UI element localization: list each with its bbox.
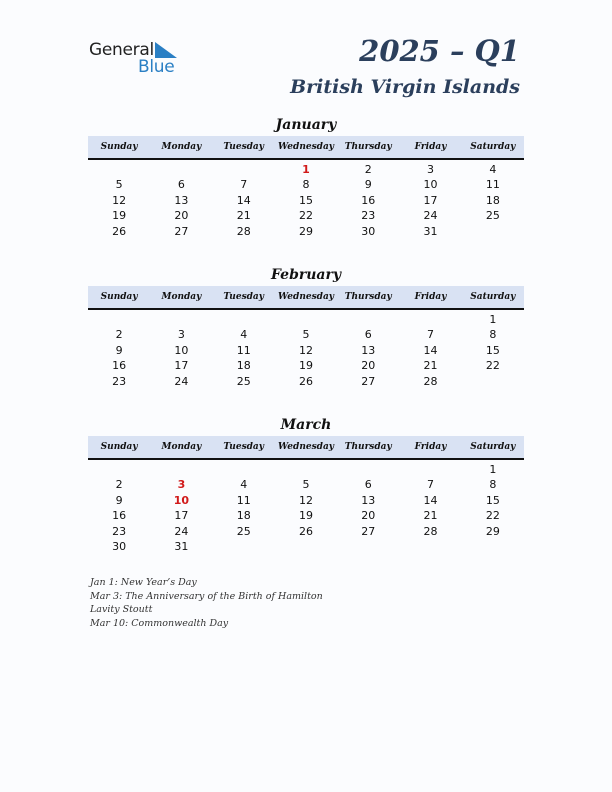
weekday-header: Monday [161,292,202,302]
date-cell: 15 [298,193,313,207]
week-row [88,493,524,508]
weekday-header: Saturday [470,292,516,302]
date-cell: 17 [174,359,189,373]
date-cell [88,312,150,327]
logo-triangle-icon [155,42,177,58]
week-row [88,358,524,373]
date-cell: 18 [236,509,251,523]
date-cell: 1 [489,313,497,326]
date-cell: 11 [236,493,251,507]
date-cell: 18 [236,359,251,373]
date-cell: 13 [361,493,376,507]
date-cell: 13 [174,193,189,207]
weeks-grid [88,460,524,554]
date-cell: 30 [361,224,376,238]
date-cell: 7 [240,178,248,192]
date-cell: 19 [298,509,313,523]
week-row [88,539,524,554]
date-cell: 25 [485,209,500,223]
holiday-date-cell: 1 [302,163,310,176]
date-cell: 6 [364,328,372,342]
date-cell: 26 [298,524,313,538]
date-cell: 29 [485,524,500,538]
date-cell: 14 [423,493,438,507]
date-cell [462,224,524,239]
date-cell: 5 [302,328,310,342]
week-row [88,312,524,327]
date-cell: 16 [361,193,376,207]
date-cell: 28 [423,374,438,388]
month-calendar-march [88,416,524,554]
date-cell [399,539,461,554]
date-cell: 23 [112,374,127,388]
date-cell [399,312,461,327]
weekday-header: Wednesday [277,142,335,152]
date-cell: 7 [427,478,435,492]
week-row [88,524,524,539]
date-cell: 24 [423,209,438,223]
date-cell: 5 [115,178,123,192]
weekday-header-row [88,286,524,310]
date-cell [88,462,150,477]
date-cell: 31 [174,539,189,553]
date-cell: 30 [112,539,127,553]
weekday-header: Friday [414,442,447,452]
date-cell [150,312,212,327]
week-row [88,374,524,389]
date-cell: 25 [236,524,251,538]
date-cell: 19 [112,209,127,223]
date-cell: 16 [112,509,127,523]
date-cell: 21 [236,209,251,223]
weekday-header: Tuesday [223,142,264,152]
date-cell [213,312,275,327]
date-cell: 26 [298,374,313,388]
date-cell [213,162,275,177]
date-cell: 10 [423,178,438,192]
weekday-header: Tuesday [223,292,264,302]
date-cell: 28 [423,524,438,538]
weekday-header: Sunday [100,292,138,302]
date-cell: 8 [489,478,497,492]
date-cell: 19 [298,359,313,373]
weekday-header-row [88,436,524,460]
weekday-header: Thursday [344,442,392,452]
week-row [88,224,524,239]
week-row [88,477,524,492]
week-row [88,343,524,358]
date-cell [337,539,399,554]
date-cell: 2 [115,478,123,492]
date-cell: 22 [485,359,500,373]
date-cell: 9 [364,178,372,192]
weekday-header: Sunday [100,442,138,452]
weekday-header: Saturday [470,442,516,452]
date-cell: 18 [485,193,500,207]
week-row [88,327,524,342]
date-cell [337,462,399,477]
weekday-header: Monday [161,142,202,152]
weekday-header: Thursday [344,142,392,152]
date-cell: 20 [361,359,376,373]
month-name: March [280,417,332,433]
date-cell [275,462,337,477]
date-cell: 9 [115,493,123,507]
weekday-header: Wednesday [277,442,335,452]
date-cell: 3 [177,328,185,342]
date-cell: 11 [485,178,500,192]
date-cell: 14 [236,193,251,207]
date-cell: 29 [298,224,313,238]
month-name: January [275,117,337,133]
date-cell: 4 [240,328,248,342]
weeks-grid [88,310,524,389]
date-cell: 27 [174,224,189,238]
holiday-date-cell: 10 [173,493,190,507]
date-cell: 2 [115,328,123,342]
date-cell: 6 [177,178,185,192]
date-cell: 22 [485,509,500,523]
holiday-note: Jan 1: New Year’s Day [90,577,197,588]
date-cell [213,539,275,554]
date-cell: 21 [423,509,438,523]
date-cell: 12 [298,493,313,507]
date-cell: 4 [240,478,248,492]
month-calendar-february [88,266,524,389]
date-cell: 24 [174,524,189,538]
date-cell: 6 [364,478,372,492]
page-subtitle: British Virgin Islands [290,76,520,98]
date-cell: 9 [115,343,123,357]
date-cell: 5 [302,478,310,492]
month-calendar-january [88,116,524,239]
date-cell: 25 [236,374,251,388]
weekday-header: Friday [414,142,447,152]
week-row [88,193,524,208]
weekday-header-row [88,136,524,160]
date-cell [399,462,461,477]
date-cell [462,374,524,389]
weekday-header: Monday [161,442,202,452]
date-cell: 20 [174,209,189,223]
date-cell: 11 [236,343,251,357]
week-row [88,162,524,177]
date-cell: 7 [427,328,435,342]
weekday-header: Wednesday [277,292,335,302]
date-cell: 20 [361,509,376,523]
weekday-header: Friday [414,292,447,302]
date-cell: 17 [174,509,189,523]
date-cell: 8 [489,328,497,342]
date-cell: 22 [298,209,313,223]
date-cell: 14 [423,343,438,357]
date-cell: 31 [423,224,438,238]
date-cell: 2 [364,163,372,176]
date-cell [150,462,212,477]
weekday-header: Saturday [470,142,516,152]
date-cell: 24 [174,374,189,388]
date-cell: 3 [427,163,435,176]
date-cell: 26 [112,224,127,238]
date-cell: 21 [423,359,438,373]
date-cell: 28 [236,224,251,238]
weekday-header: Sunday [100,142,138,152]
date-cell: 27 [361,374,376,388]
date-cell [88,162,150,177]
date-cell [150,162,212,177]
weeks-grid [88,160,524,239]
holiday-note: Mar 10: Commonwealth Day [90,617,229,629]
date-cell [275,312,337,327]
holiday-note: Mar 3: The Anniversary of the Birth of Hamilton Lavity Stoutt [90,590,323,615]
weekday-header: Tuesday [223,442,264,452]
weekday-header: Thursday [344,292,392,302]
date-cell: 4 [489,163,497,176]
week-row [88,462,524,477]
date-cell: 10 [174,343,189,357]
date-cell [275,539,337,554]
date-cell: 8 [302,178,310,192]
logo-text-blue: Blue [138,57,175,77]
date-cell: 13 [361,343,376,357]
holiday-notes [90,576,350,630]
date-cell [337,312,399,327]
date-cell: 16 [112,359,127,373]
date-cell [213,462,275,477]
date-cell: 12 [112,193,127,207]
date-cell: 17 [423,193,438,207]
week-row [88,208,524,223]
date-cell [462,539,524,554]
date-cell: 27 [361,524,376,538]
logo-text-general: General [89,40,154,60]
date-cell: 1 [489,463,497,476]
week-row [88,508,524,523]
date-cell: 23 [361,209,376,223]
holiday-date-cell: 3 [177,478,186,492]
date-cell: 23 [112,524,127,538]
page-title: 2025 – Q1 [359,34,520,68]
month-name: February [270,267,341,283]
date-cell: 12 [298,343,313,357]
date-cell: 15 [485,343,500,357]
date-cell: 15 [485,493,500,507]
brand-logo [89,40,189,76]
week-row [88,177,524,192]
